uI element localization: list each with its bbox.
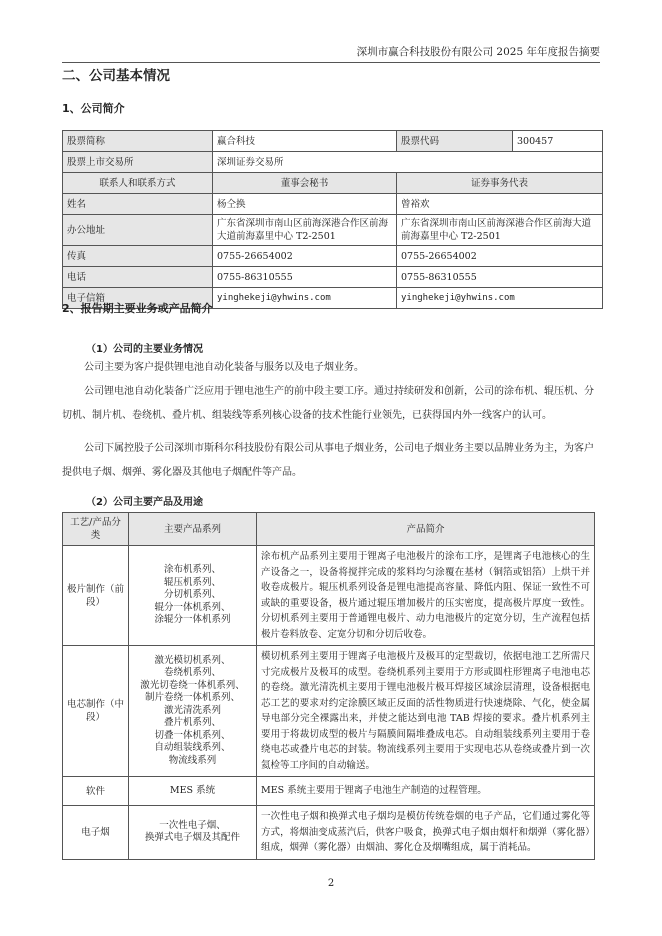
series-item: 涂辊分一体机系列 xyxy=(154,614,231,626)
exchange: 深圳证券交易所 xyxy=(213,152,603,173)
series-item: 自动组装线系列、 xyxy=(154,742,231,754)
product-table xyxy=(62,512,595,860)
table-row xyxy=(63,777,595,806)
table-row xyxy=(63,546,595,646)
table-header-row xyxy=(63,513,595,546)
rep-value: 0755-86310555 xyxy=(397,267,603,288)
secretary-email: yinghekeji@yhwins.com xyxy=(213,288,397,309)
stock-name-label: 股票简称 xyxy=(63,131,213,152)
product-category: 软件 xyxy=(63,777,129,806)
report-header: 深圳市赢合科技股份有限公司 2025 年年度报告摘要 xyxy=(62,44,600,63)
series-item: 分切机系列、 xyxy=(163,589,221,601)
row-label: 姓名 xyxy=(63,194,213,215)
series-item: 叠片机系列、 xyxy=(163,717,221,729)
exchange-label: 股票上市交易所 xyxy=(63,152,213,173)
series-item: 切叠一体机系列、 xyxy=(154,729,231,741)
series-item: 辊压机系列、 xyxy=(163,576,221,588)
table-row xyxy=(63,246,603,267)
series-item: 换弹式电子烟及其配件 xyxy=(144,832,240,844)
company-intro-heading: 1、公司简介 xyxy=(62,102,125,115)
row-label: 办公地址 xyxy=(63,215,213,246)
series-item: 物流线系列 xyxy=(168,754,217,766)
product-series xyxy=(129,777,257,806)
product-category: 电芯制作（中段） xyxy=(63,646,129,777)
page-number: 2 xyxy=(327,878,335,889)
business-heading: 2、报告期主要业务或产品简介 xyxy=(62,302,213,315)
product-series xyxy=(129,806,257,860)
series-item: 激光模切机系列、 xyxy=(154,654,231,666)
rep-email: yinghekeji@yhwins.com xyxy=(397,288,603,309)
secretary-value: 0755-26654002 xyxy=(213,246,397,267)
stock-name: 赢合科技 xyxy=(213,131,397,152)
row-label: 电子信箱 xyxy=(63,288,213,309)
product-intro: 涂布机产品系列主要用于锂离子电池极片的涂布工序，是锂离子电池核心的生产设备之一，设备将搅拌完成的浆料均匀涂覆在基材（铜箔或铝箔）上烘干并收卷成极片。辊压机系列设备是锂电池提高容量、降低内阻、保证一致性不可或缺的重要设备，极片通过辊压增加极片的压实密度，提高极片厚度一致性。分切机系列主要用于普通锂电极片、动力电池极片的定宽分切，生产流程包括极片卷料放卷、定宽分切和分切后收卷。 xyxy=(257,546,595,646)
secretary-value: 广东省深圳市南山区前海深港合作区前海大道前海嘉里中心 T2-2501 xyxy=(213,215,397,246)
column-header: 产品简介 xyxy=(257,513,595,546)
table-row xyxy=(63,173,603,194)
table-row xyxy=(63,646,595,777)
paragraph: 公司下属控股子公司深圳市斯科尔科技股份有限公司从事电子烟业务，公司电子烟业务主要以品牌业务为主，为客户提供电子烟、烟弹、雾化器及其他电子烟配件等产品。 xyxy=(62,443,594,478)
series-item: 激光清洗系列 xyxy=(163,704,221,716)
stock-code-label: 股票代码 xyxy=(397,131,513,152)
contact-label: 联系人和联系方式 xyxy=(63,173,213,194)
product-intro: 一次性电子烟和换弹式电子烟均是模仿传统卷烟的电子产品，它们通过雾化等方式，将烟油变成蒸汽后，供客户吸食，换弹式电子烟由烟杆和烟弹（雾化器）组成，烟弹（雾化器）由烟油、雾化仓及烟嘴组成，属于消耗品。 xyxy=(257,806,595,860)
main-business-heading: （1）公司的主要业务情况 xyxy=(86,344,203,355)
table-row xyxy=(63,267,603,288)
row-label: 传真 xyxy=(63,246,213,267)
rep-value: 曾裕欢 xyxy=(397,194,603,215)
series-item: 一次性电子烟、 xyxy=(159,819,226,831)
paragraph: 公司锂电池自动化装备广泛应用于锂电池生产的前中段主要工序。通过持续研发和创新，公司的涂布机、辊压机、分切机、制片机、卷绕机、叠片机、组装线等系列核心设备的技术性能行业领先，已获得国内外一线客户的认可。 xyxy=(62,386,594,421)
rep-value: 广东省深圳市南山区前海深港合作区前海大道前海嘉里中心 T2-2501 xyxy=(397,215,603,246)
section-title: 二、公司基本情况 xyxy=(62,68,170,84)
stock-code: 300457 xyxy=(513,131,603,152)
paragraph: 公司主要为客户提供锂电池自动化装备与服务以及电子烟业务。 xyxy=(84,362,364,373)
series-item: 涂布机系列、 xyxy=(163,564,221,576)
secretary-value: 杨仝换 xyxy=(213,194,397,215)
secretary-value: 0755-86310555 xyxy=(213,267,397,288)
products-heading: （2）公司主要产品及用途 xyxy=(86,497,203,508)
product-category: 电子烟 xyxy=(63,806,129,860)
row-label: 电话 xyxy=(63,267,213,288)
product-series xyxy=(129,646,257,777)
series-item: 激光切卷绕一体机系列、 xyxy=(140,679,245,691)
table-row xyxy=(63,806,595,860)
column-header: 主要产品系列 xyxy=(129,513,257,546)
table-row xyxy=(63,152,603,173)
table-row xyxy=(63,131,603,152)
column-header: 工艺/产品分类 xyxy=(63,513,129,546)
product-intro: 模切机系列主要用于锂离子电池极片及极耳的定型裁切，依据电池工艺所需尺寸完成极片及极耳的成型。卷绕机系列主要用于方形或圆柱形锂离子电池电芯的卷绕。激光清洗机主要用于锂电池极片极耳焊接区域涂层清理，设备根据电芯工艺的要求对约定涂膜区域正反面的活性物质进行快速烧除、气化，使金属导电部分完全裸露出来，并使之能达到电池 TAB 焊接的要求。叠片机系列主要用于将裁切成型的极片与隔膜间隔堆叠成电芯。自动组装线系列主要用于卷绕电芯或叠片电芯的封装。物流线系列主要用于实现电芯从卷绕或叠片到一次氦检等工序间的自动输送。 xyxy=(257,646,595,777)
series-item: 制片卷绕一体机系列、 xyxy=(144,692,240,704)
series-item: 辊分一体机系列、 xyxy=(154,601,231,613)
col-secretary: 董事会秘书 xyxy=(213,173,397,194)
series-item: MES 系统 xyxy=(169,784,216,796)
table-row xyxy=(63,215,603,246)
product-category: 极片制作（前段） xyxy=(63,546,129,646)
rep-value: 0755-26654002 xyxy=(397,246,603,267)
product-series xyxy=(129,546,257,646)
product-intro: MES 系统主要用于锂离子电池生产制造的过程管理。 xyxy=(257,777,595,806)
company-info-table xyxy=(62,130,603,309)
col-rep: 证券事务代表 xyxy=(397,173,603,194)
series-item: 卷绕机系列、 xyxy=(163,667,221,679)
table-row xyxy=(63,194,603,215)
